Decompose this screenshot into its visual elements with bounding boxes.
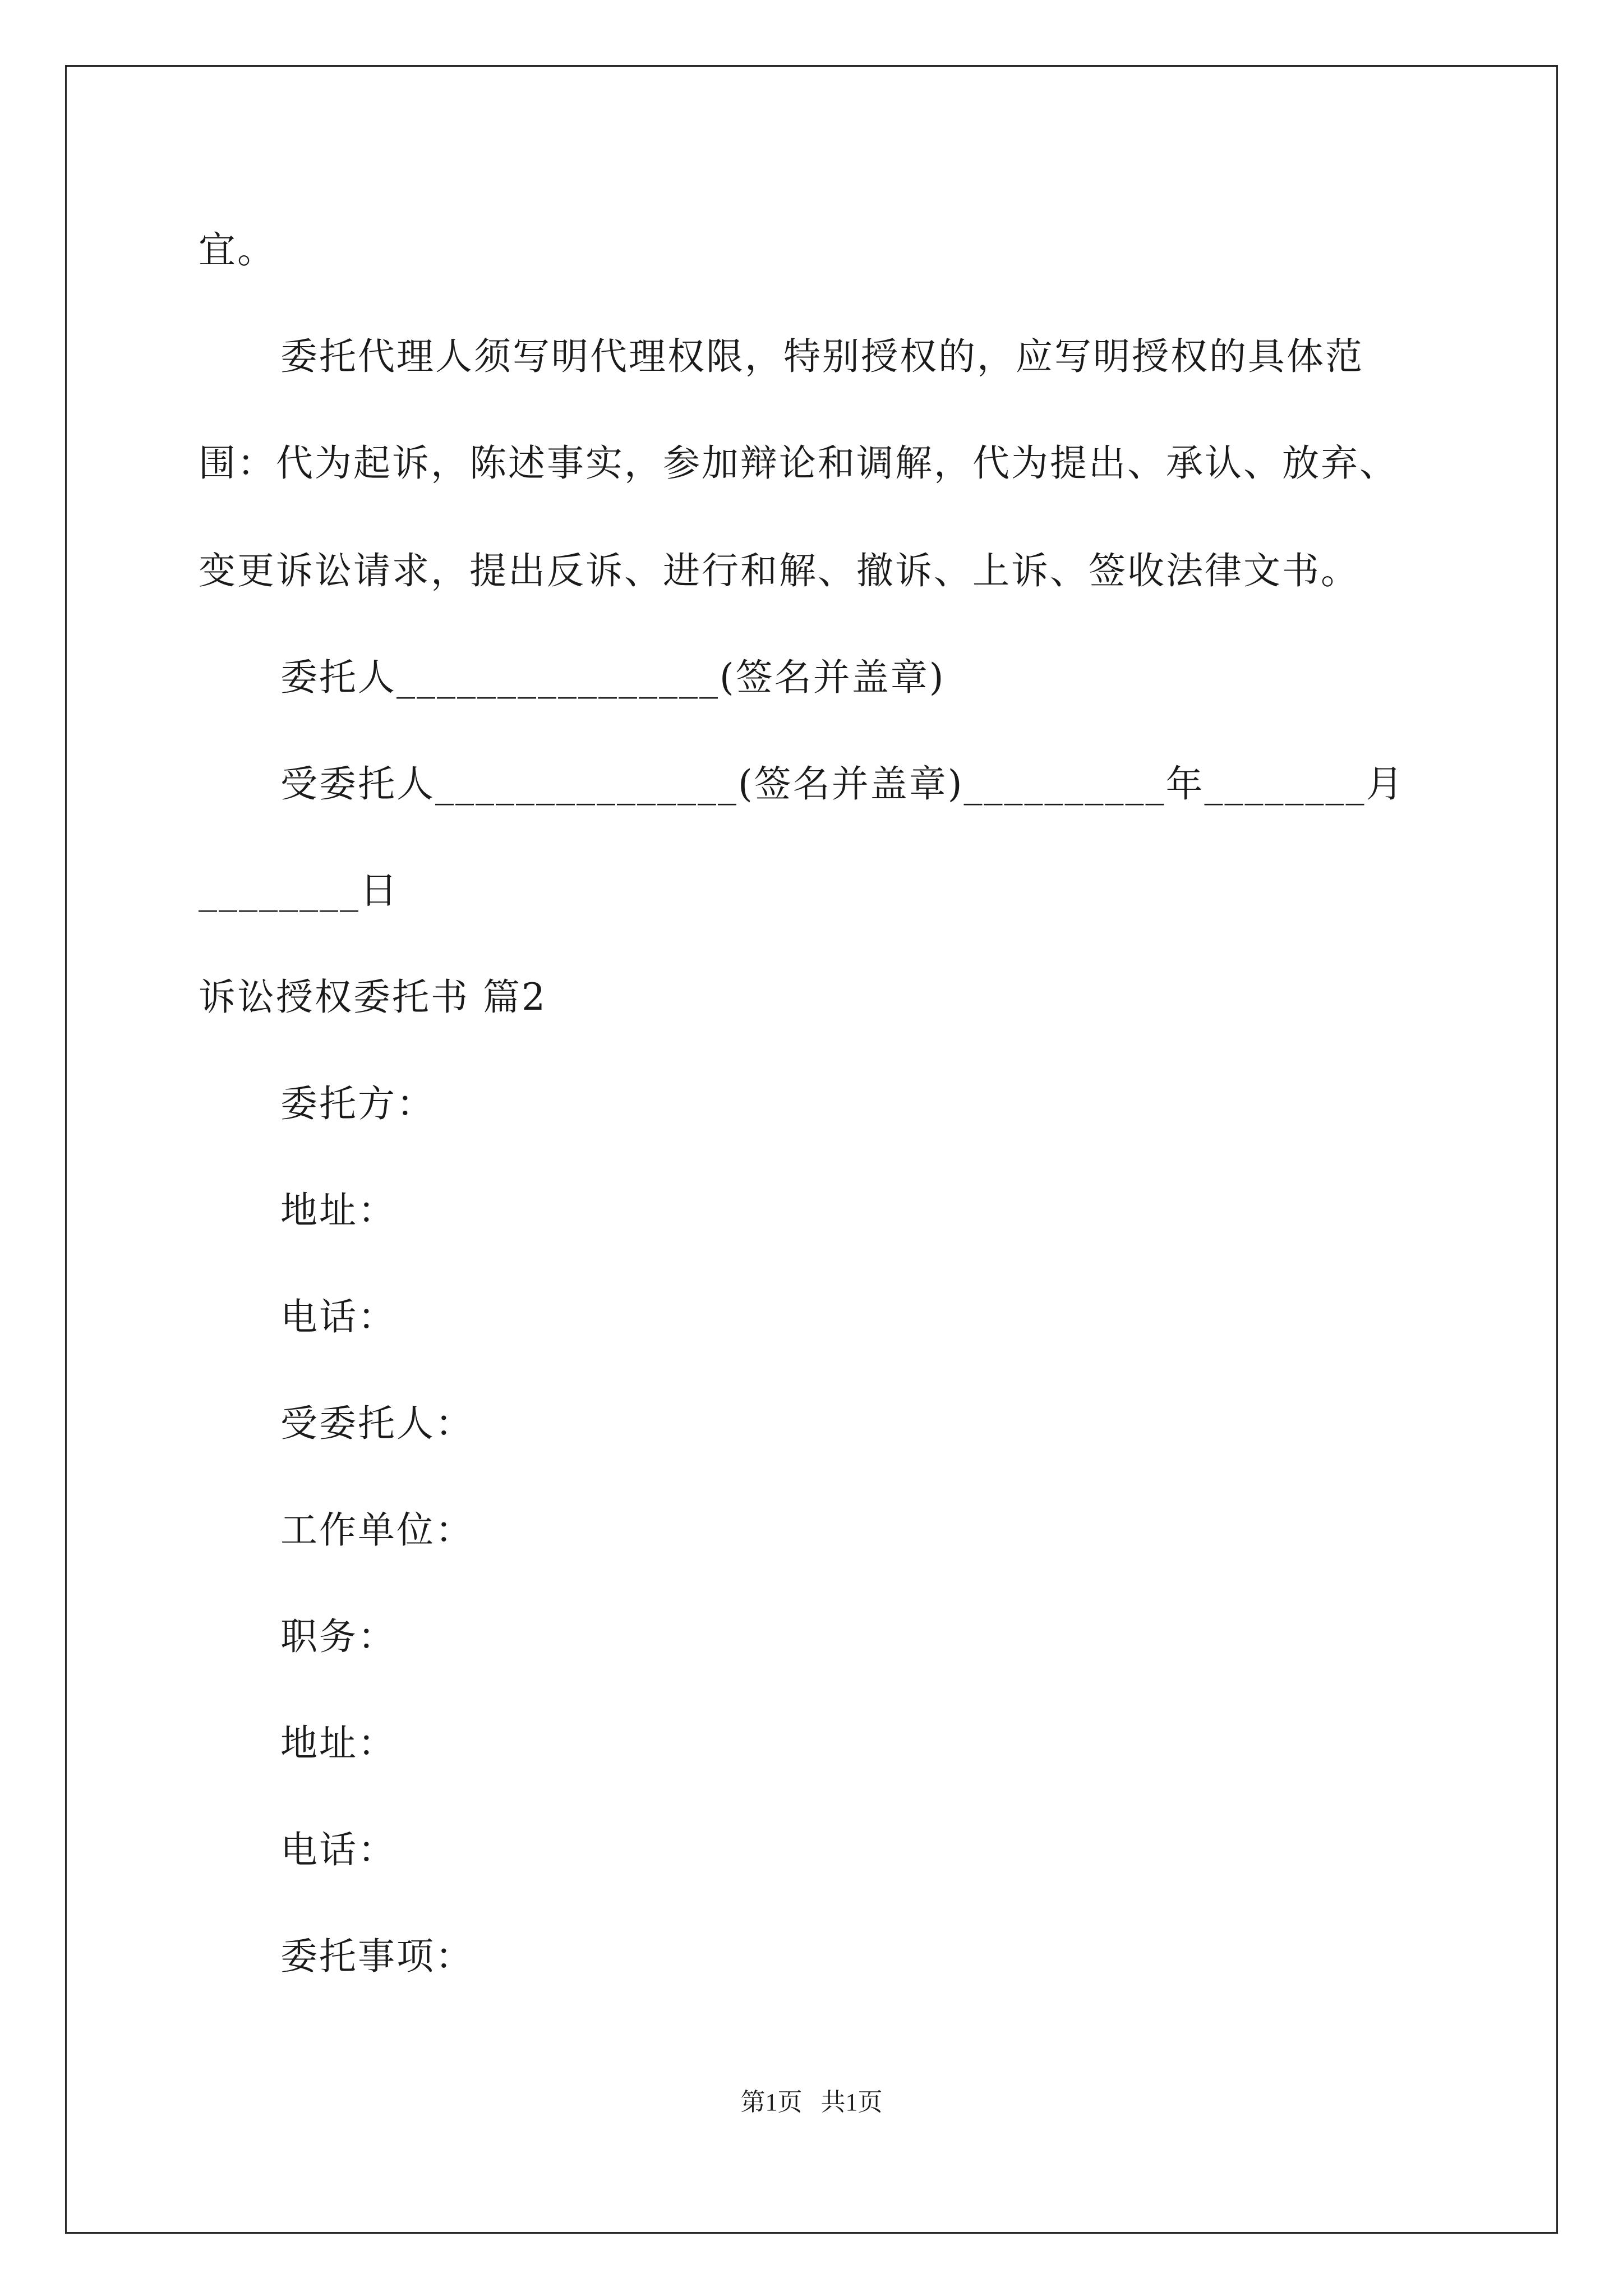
- section-heading: 诉讼授权委托书 篇2: [199, 976, 547, 1019]
- page-footer: 第1页 共1页: [740, 2088, 883, 2116]
- signature-line-principal: 委托人________________(签名并盖章): [280, 656, 946, 699]
- field-matters: 委托事项：: [280, 1935, 474, 1978]
- field-position: 职务：: [280, 1615, 396, 1658]
- paragraph-line: 围：代为起诉，陈述事实，参加辩论和调解，代为提出、承认、放弃、: [199, 441, 1398, 485]
- signature-line-agent: 受委托人_______________(签名并盖章)__________年________月: [280, 762, 1405, 806]
- field-address: 地址：: [280, 1189, 396, 1232]
- paragraph-line: 委托代理人须写明代理权限，特别授权的，应写明授权的具体范: [280, 335, 1364, 378]
- field-principal: 委托方：: [280, 1082, 435, 1125]
- date-line: ________日: [199, 869, 399, 912]
- field-employer: 工作单位：: [280, 1508, 474, 1552]
- text-line: 宜。: [199, 228, 276, 272]
- field-address: 地址：: [280, 1722, 396, 1765]
- page-border: [65, 65, 1558, 2234]
- field-agent: 受委托人：: [280, 1402, 474, 1445]
- field-phone: 电话：: [280, 1828, 396, 1871]
- field-phone: 电话：: [280, 1295, 396, 1338]
- paragraph-line: 变更诉讼请求，提出反诉、进行和解、撤诉、上诉、签收法律文书。: [199, 549, 1359, 592]
